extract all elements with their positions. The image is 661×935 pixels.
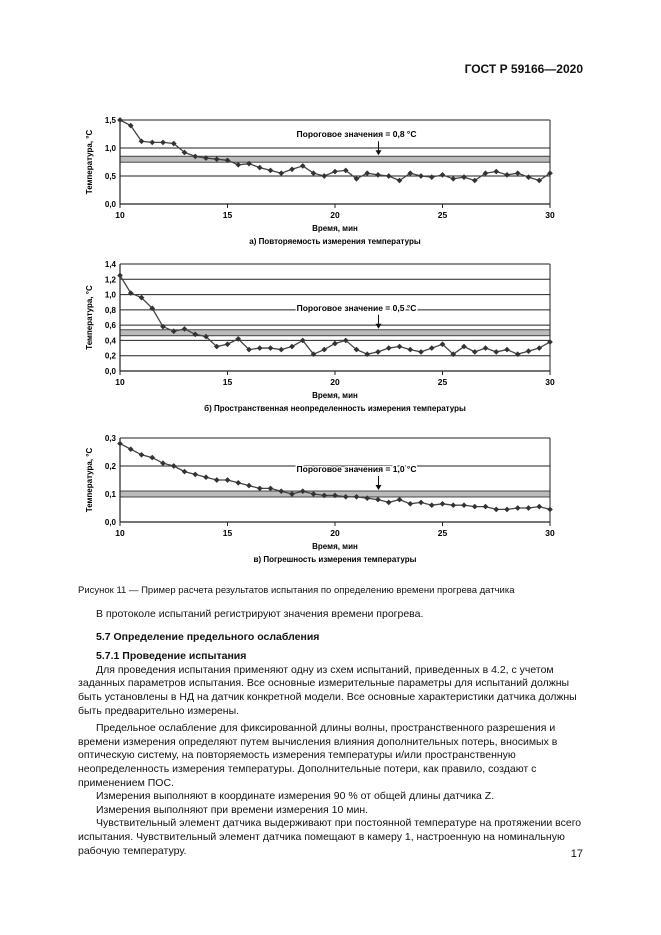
data-point: [504, 507, 510, 513]
data-point: [160, 460, 166, 466]
threshold-arrow-head: [376, 485, 382, 490]
data-point: [386, 173, 392, 179]
data-point: [397, 344, 403, 350]
paragraph-setup: Для проведения испытания применяют одну из схем испытаний, приведенных в 4.2, с учетом заданных параметров испытания. Все основные измерительные параметры для испытаний должны быть установлены в НД на датчик конкретной модели. Все основные характеристики датчика должны быть предварительно измерены.: [78, 663, 577, 717]
data-point: [461, 174, 467, 180]
data-point: [278, 347, 284, 353]
chart-caption: в) Погрешность измерения температуры: [253, 555, 417, 564]
data-point: [472, 504, 478, 510]
data-point: [418, 349, 424, 355]
data-point: [139, 452, 145, 458]
x-tick-label: 15: [222, 377, 233, 387]
data-point: [472, 349, 478, 355]
y-axis-label: Температура, °С: [85, 447, 94, 513]
paragraph-attenuation: Предельное ослабление для фиксированной длины волны, пространственного разрешения и времени измерения определяют путем вычисления влияния дополнительных потерь, вносимых в оптическую систему, на повторяемость измерения температуры и/или пространственную неопределенность измерения температуры. Дополнительные потери, как правило, создают с применением ПОС.: [78, 722, 558, 789]
data-point: [536, 345, 542, 351]
data-point: [418, 500, 424, 506]
y-tick-label: 0,2: [104, 351, 116, 361]
data-point: [278, 170, 284, 176]
chart-a-svg: [80, 108, 580, 246]
data-point: [429, 345, 435, 351]
y-tick-label: 0,5: [104, 172, 116, 181]
threshold-label: Пороговое значения = 0,8 °С: [296, 129, 417, 140]
data-point: [536, 504, 542, 510]
data-point: [397, 497, 403, 503]
data-point: [375, 497, 381, 503]
data-point: [289, 344, 295, 350]
chart-c: [80, 430, 580, 570]
data-point: [450, 176, 456, 182]
data-point: [192, 472, 198, 478]
threshold-label: Пороговое значения = 1,0 °С: [296, 464, 417, 474]
x-axis-label: Время, мин: [312, 391, 358, 400]
data-point: [526, 174, 532, 180]
y-tick-label: 0,1: [104, 490, 116, 499]
x-axis-label: Время, мин: [312, 224, 358, 233]
data-point: [493, 349, 499, 355]
x-tick-label: 15: [222, 210, 233, 220]
data-point: [483, 345, 489, 351]
x-axis-label: Время, мин: [312, 542, 358, 551]
x-tick-label: 15: [222, 528, 233, 538]
y-tick-label: 0,6: [104, 321, 116, 331]
data-point: [225, 341, 231, 347]
data-point: [386, 345, 392, 351]
x-tick-label: 30: [545, 528, 555, 538]
data-point: [321, 173, 327, 179]
data-point: [117, 273, 123, 279]
x-tick-label: 25: [437, 528, 448, 538]
chart-caption: б) Пространственная неопределенность измерения температуры: [204, 404, 466, 413]
data-point: [386, 500, 392, 506]
data-point: [429, 174, 435, 180]
data-point: [257, 486, 263, 492]
data-point: [268, 168, 274, 174]
data-point: [526, 505, 532, 511]
chart-b-svg: [80, 256, 580, 416]
data-point: [321, 347, 327, 353]
threshold-arrow-head: [376, 324, 382, 329]
chart-c-svg: [80, 430, 580, 570]
data-point: [450, 502, 456, 508]
x-tick-label: 10: [115, 377, 125, 387]
y-tick-label: 0,0: [104, 518, 116, 527]
figure-caption: Рисунок 11 — Пример расчета результатов испытания по определению времени прогрева датчика: [78, 585, 515, 596]
data-point: [440, 501, 446, 507]
paragraph-protocol: В протоколе испытаний регистрируют значения времени прогрева.: [96, 608, 424, 620]
data-point: [117, 117, 123, 123]
data-point: [257, 165, 263, 171]
y-tick-label: 1,0: [104, 290, 116, 300]
data-point: [182, 469, 188, 475]
x-tick-label: 25: [437, 210, 448, 220]
data-point: [268, 486, 274, 492]
data-point: [332, 169, 338, 175]
data-point: [128, 446, 134, 452]
x-tick-label: 10: [115, 528, 125, 538]
data-point: [483, 504, 489, 510]
data-point: [418, 173, 424, 179]
data-point: [268, 345, 274, 351]
chart-a: [80, 108, 580, 246]
data-point: [375, 172, 381, 178]
data-point: [515, 170, 521, 176]
data-point: [407, 501, 413, 507]
data-point: [160, 140, 166, 146]
data-point: [203, 474, 209, 480]
data-point: [504, 172, 510, 178]
data-point: [171, 463, 177, 469]
y-tick-label: 0,2: [104, 462, 116, 471]
chart-caption: а) Повторяемость измерения температуры: [249, 237, 421, 246]
y-tick-label: 0,0: [104, 200, 116, 209]
x-tick-label: 20: [330, 377, 340, 387]
x-tick-label: 20: [330, 210, 340, 220]
data-point: [440, 172, 446, 178]
data-point: [332, 341, 338, 347]
y-tick-label: 0,4: [104, 336, 116, 346]
data-point: [375, 349, 381, 355]
paragraph-time: Измерения выполняют при времени измерения 10 мин.: [96, 803, 369, 816]
y-tick-label: 0,0: [104, 367, 116, 376]
y-tick-label: 1,4: [104, 260, 116, 269]
section-heading-5-7-1: 5.7.1 Проведение испытания: [96, 650, 247, 663]
data-point: [257, 345, 263, 351]
data-point: [235, 162, 241, 168]
paragraph-sensor: Чувствительный элемент датчика выдерживают при постоянной температуре на протяжении всего испытания. Чувствительный элемент датчика помещают в камеру 1, настроенную на номинальную рабочую температуру.: [78, 817, 582, 857]
document-id: ГОСТ Р 59166—2020: [464, 62, 583, 76]
data-point: [117, 441, 123, 447]
data-point: [149, 455, 155, 461]
data-point: [547, 507, 553, 513]
data-point: [515, 505, 521, 511]
data-point: [214, 477, 220, 483]
data-point: [246, 483, 252, 489]
data-point: [364, 170, 370, 176]
y-tick-label: 1,0: [104, 144, 116, 153]
y-axis-label: Температура, °С: [85, 129, 94, 195]
threshold-line: [120, 156, 550, 162]
data-point: [225, 477, 231, 483]
chart-b: [80, 256, 580, 416]
x-tick-label: 30: [545, 210, 555, 220]
series-line: [120, 444, 550, 510]
y-tick-label: 0,3: [104, 434, 116, 443]
data-point: [429, 502, 435, 508]
x-tick-label: 20: [330, 528, 340, 538]
data-point: [526, 348, 532, 354]
x-tick-label: 25: [437, 377, 448, 387]
x-tick-label: 10: [115, 210, 125, 220]
paragraph-coordinate: Измерения выполняют в координате измерения 90 % от общей длины датчика Z.: [96, 790, 495, 803]
data-point: [289, 166, 295, 172]
threshold-arrow-head: [376, 150, 382, 155]
threshold-label: Пороговое значение = 0,5 °С: [296, 302, 417, 313]
y-tick-label: 1,5: [104, 116, 116, 125]
data-point: [149, 140, 155, 146]
data-point: [493, 169, 499, 175]
data-point: [407, 347, 413, 353]
x-tick-label: 30: [545, 377, 555, 387]
data-point: [493, 507, 499, 513]
data-point: [235, 480, 241, 486]
data-point: [504, 347, 510, 353]
page-number: 17: [570, 848, 583, 860]
y-tick-label: 0,8: [104, 305, 116, 315]
data-point: [461, 502, 467, 508]
body-text: [78, 608, 583, 858]
y-axis-label: Температура, °С: [85, 285, 94, 350]
y-tick-label: 1,2: [104, 275, 116, 285]
section-heading-5-7: 5.7 Определение предельного ослабления: [96, 630, 320, 643]
